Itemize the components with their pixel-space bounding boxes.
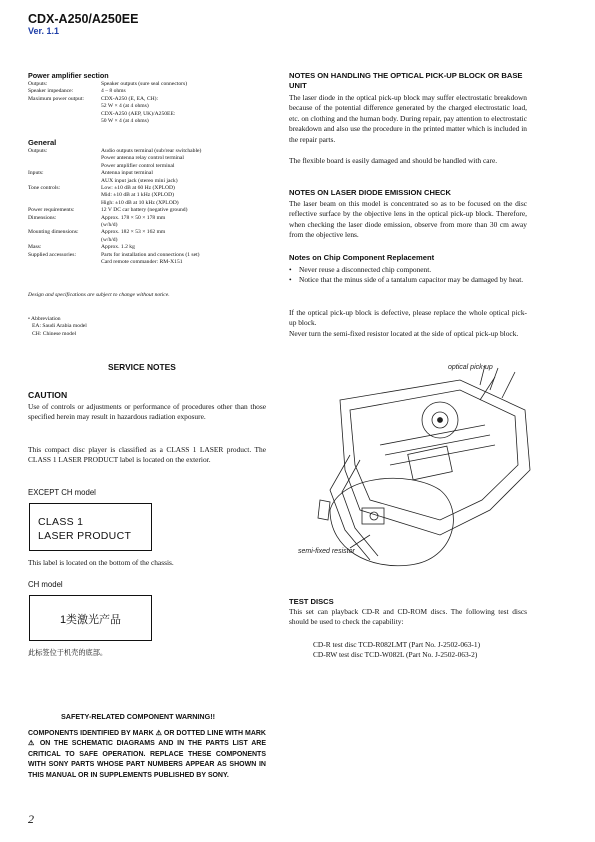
spec-value: Approx. 182 × 53 × 162 mm — [101, 229, 166, 236]
power-section-title: Power amplifier section — [28, 71, 109, 80]
model-title: CDX-A250/A250EE — [28, 12, 139, 26]
label-line-2: LASER PRODUCT — [38, 530, 132, 542]
handling-title: NOTES ON HANDLING THE OPTICAL PICK-UP BLOCK OR BASE UNIT — [289, 71, 523, 91]
resistor-housing — [362, 508, 384, 524]
abbreviation-block — [28, 316, 87, 338]
spec-value: Mid: ±10 dB at 1 kHz (XPLOD) — [101, 192, 174, 199]
spec-value: Speaker outputs (sure seal connectors) — [101, 81, 188, 87]
chassis-inner — [350, 390, 518, 520]
test-discs-paragraph: This set can playback CD-R and CD-ROM discs. The following test discs should be used to check the capability: — [289, 607, 527, 627]
side-bracket — [330, 455, 378, 560]
spec-value: CDX-A250 (E, EA, CH): — [101, 95, 159, 102]
spec-value: Audio outputs terminal (sub/rear switchable) — [101, 148, 202, 154]
spec-value: (w/h/d) — [101, 222, 118, 228]
test-disc-2: CD-RW test disc TCD-W082L (Part No. J-2502-063-2) — [313, 650, 478, 660]
spec-value: Parts for installation and connections (1 set) — [101, 251, 200, 258]
pickup-label: optical pick-up — [448, 364, 493, 371]
spec-key: Power requirements: — [28, 207, 75, 214]
caution-title: CAUTION — [28, 390, 68, 400]
laser-check-title: NOTES ON LASER DIODE EMISSION CHECK — [289, 188, 452, 197]
spec-value: Approx. 178 × 50 × 178 mm — [101, 214, 166, 221]
except-ch-title: EXCEPT CH model — [28, 488, 96, 497]
pickup-block — [408, 446, 453, 480]
spec-value: Approx. 1.2 kg — [101, 244, 135, 251]
spec-value: Power antenna relay control terminal — [101, 155, 184, 162]
spec-value: (w/h/d) — [101, 236, 118, 243]
caution-paragraph-1: Use of controls or adjustments or performance of procedures other than those specified herein may result in hazardous radiation exposure. — [28, 402, 266, 422]
spec-value: Antenna input terminal — [101, 170, 153, 177]
spec-key: Outputs: — [28, 148, 48, 154]
spec-key: Mounting dimensions: — [28, 229, 79, 236]
abbreviation-title: • Abbreviation — [28, 316, 61, 322]
spec-value: Card remote commander: RM-X151 — [101, 259, 183, 265]
spec-key: Tone controls: — [28, 185, 61, 191]
handling-paragraph-2: The flexible board is easily damaged and should be handled with care. — [289, 156, 498, 165]
pickup-leader-line — [480, 377, 495, 400]
page-number: 2 — [28, 812, 34, 826]
general-section-title: General — [28, 138, 57, 147]
resistor-label: semi-fixed resistor — [298, 548, 355, 555]
defective-paragraph-1: If the optical pick-up block is defective, please replace the whole optical pick-up block. — [289, 308, 527, 328]
spindle-center — [438, 418, 443, 423]
resistor-leader-line — [350, 535, 370, 548]
ch-model-note: 此标签位于机壳的底部。 — [28, 648, 108, 657]
spec-key: Outputs: — [28, 81, 48, 87]
spec-value: Power amplifier control terminal — [101, 162, 175, 169]
spec-value: CDX-A250 (AEP, UK)/A250EE: — [101, 110, 176, 117]
spec-value: Low: ±10 dB at 60 Hz (XPLOD) — [101, 185, 175, 191]
ch-model-title: CH model — [28, 580, 63, 589]
guide-rails — [380, 425, 495, 465]
test-discs-title: TEST DISCS — [289, 597, 334, 606]
test-disc-1: CD-R test disc TCD-R082LMT (Part No. J-2502-063-1) — [313, 640, 481, 649]
ch-laser-label — [29, 595, 152, 641]
spec-value: AUX input jack (stereo mini jack) — [101, 177, 178, 184]
chassis-outline — [340, 380, 530, 535]
abbreviation-item: EA: Saudi Arabia model — [32, 323, 87, 330]
spec-key: Speaker impedance: — [28, 88, 74, 95]
chip-bullet-2: • Notice that the minus side of a tantalum capacitor may be damaged by heat. — [289, 275, 524, 285]
ch-label-text: 1类激光产品 — [59, 614, 122, 626]
chip-bullet-1: • Never reuse a disconnected chip component. — [289, 265, 432, 274]
optical-pickup-diagram — [290, 360, 570, 585]
spec-value: High: ±10 dB at 10 kHz (XPLOD) — [101, 199, 179, 206]
handling-paragraph-1: The laser diode in the optical pick-up block may suffer electrostatic breakdown because of the potential difference generated by the charged electrostatic load, etc. on clothing and the human body. During repair, pay attention to electrostatic breakdown and also use the procedure in the printed matter which is included in the repair parts. — [289, 93, 527, 144]
service-notes-title: SERVICE NOTES — [108, 362, 176, 372]
test-disc-list — [313, 640, 480, 661]
except-ch-note: This label is located on the bottom of the chassis. — [28, 558, 174, 567]
defective-paragraph-2: Never turn the semi-fixed resistor located at the side of optical pick-up block. — [289, 329, 519, 338]
spec-value: 52 W × 4 (at 4 ohms) — [101, 103, 149, 110]
spec-key: Supplied accessories: — [28, 251, 77, 258]
laser-check-paragraph: The laser beam on this model is concentrated so as to be focused on the disc reflective surface by the objective lens in the optical pick-up block. Therefore, when checking the laser diode emission, observe from more than 30 cm away from the objective lens. — [289, 199, 527, 240]
safety-warning-text: COMPONENTS IDENTIFIED BY MARK ⚠ OR DOTTED LINE WITH MARK ⚠ ON THE SCHEMATIC DIAGRAMS AND IN THE PARTS LIST ARE CRITICAL TO SAFE OPERATION. REPLACE THESE COMPONENTS WITH SONY PARTS WHOSE PART NUMBERS APPEAR AS SHOWN IN THIS MANUAL OR IN SUPPLEMENTS PUBLISHED BY SONY. — [28, 730, 266, 779]
spec-key: Mass: — [28, 244, 42, 251]
caution-paragraph-2: This compact disc player is classified as a CLASS 1 LASER product. The CLASS 1 LASER PRODUCT label is located on the exterior. — [28, 445, 266, 465]
spec-key: Dimensions: — [28, 214, 57, 221]
spec-value: 4 – 8 ohms — [101, 88, 126, 95]
chip-bullets — [289, 265, 529, 286]
design-note: Design and specifications are subject to change without notice. — [28, 292, 170, 298]
spec-value: 12 V DC car battery (negative ground) — [101, 207, 188, 214]
chip-title: Notes on Chip Component Replacement — [289, 253, 435, 262]
semi-fixed-resistor-icon — [370, 512, 378, 520]
abbreviation-item: CH: Chinese model — [32, 330, 77, 337]
spec-key: Maximum power output: — [28, 95, 84, 102]
spec-value: 50 W × 4 (at 4 ohms) — [101, 118, 149, 124]
safety-warning-title: SAFETY-RELATED COMPONENT WARNING!! — [61, 712, 215, 721]
side-tab — [318, 500, 330, 520]
version-label: Ver. 1.1 — [28, 26, 60, 36]
class1-laser-label — [29, 503, 152, 551]
label-line-1: CLASS 1 — [38, 516, 84, 528]
spec-key: Inputs: — [28, 170, 44, 177]
